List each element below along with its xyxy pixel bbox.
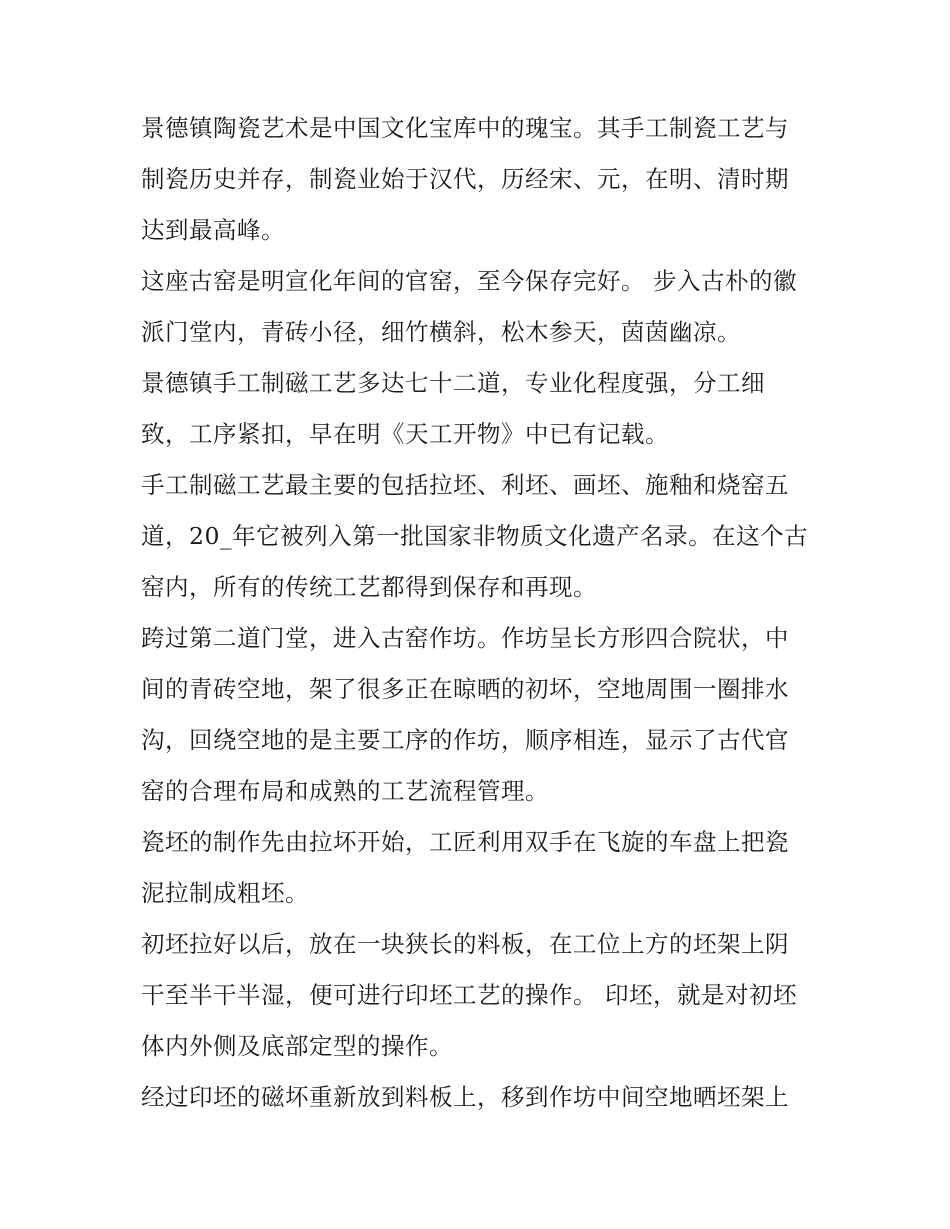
paragraph-7: 初坯拉好以后，放在一块狭长的料板，在工位上方的坯架上阴干至半干半湿，便可进行印坯工艺的操作。 印坯，就是对初坯体内外侧及底部定型的操作。 xyxy=(141,930,797,1060)
paragraph-4: 手工制磁工艺最主要的包括拉坯、利坯、画坯、施釉和烧窑五道，20_年它被列入第一批国家非物质文化遗产名录。在这个古窑内，所有的传统工艺都得到保存和再现。 xyxy=(141,471,809,601)
paragraph-5: 跨过第二道门堂，进入古窑作坊。作坊呈长方形四合院状，中间的青砖空地，架了很多正在晾晒的初坏，空地周围一圈排水沟，回绕空地的是主要工序的作坊，顺序相连，显示了古代官窑的合理布局和成熟的工艺流程管理。 xyxy=(141,624,789,805)
paragraph-3: 景德镇手工制磁工艺多达七十二道，专业化程度强，分工细致，工序紧扣，早在明《天工开物》中已有记载。 xyxy=(141,369,765,448)
paragraph-1: 景德镇陶瓷艺术是中国文化宝库中的瑰宝。其手工制瓷工艺与制瓷历史并存，制瓷业始于汉代，历经宋、元，在明、清时期达到最高峰。 xyxy=(141,114,789,244)
paragraph-2: 这座古窑是明宣化年间的官窑，至今保存完好。 步入古朴的徽派门堂内，青砖小径，细竹横斜，松木参天，茵茵幽凉。 xyxy=(141,267,797,346)
document-body xyxy=(141,103,811,1123)
paragraph-6: 瓷坯的制作先由拉坏开始，工匠利用双手在飞旋的车盘上把瓷泥拉制成粗坯。 xyxy=(141,828,789,907)
paragraph-8: 经过印坯的磁坏重新放到料板上，移到作坊中间空地晒坯架上 xyxy=(141,1083,789,1111)
